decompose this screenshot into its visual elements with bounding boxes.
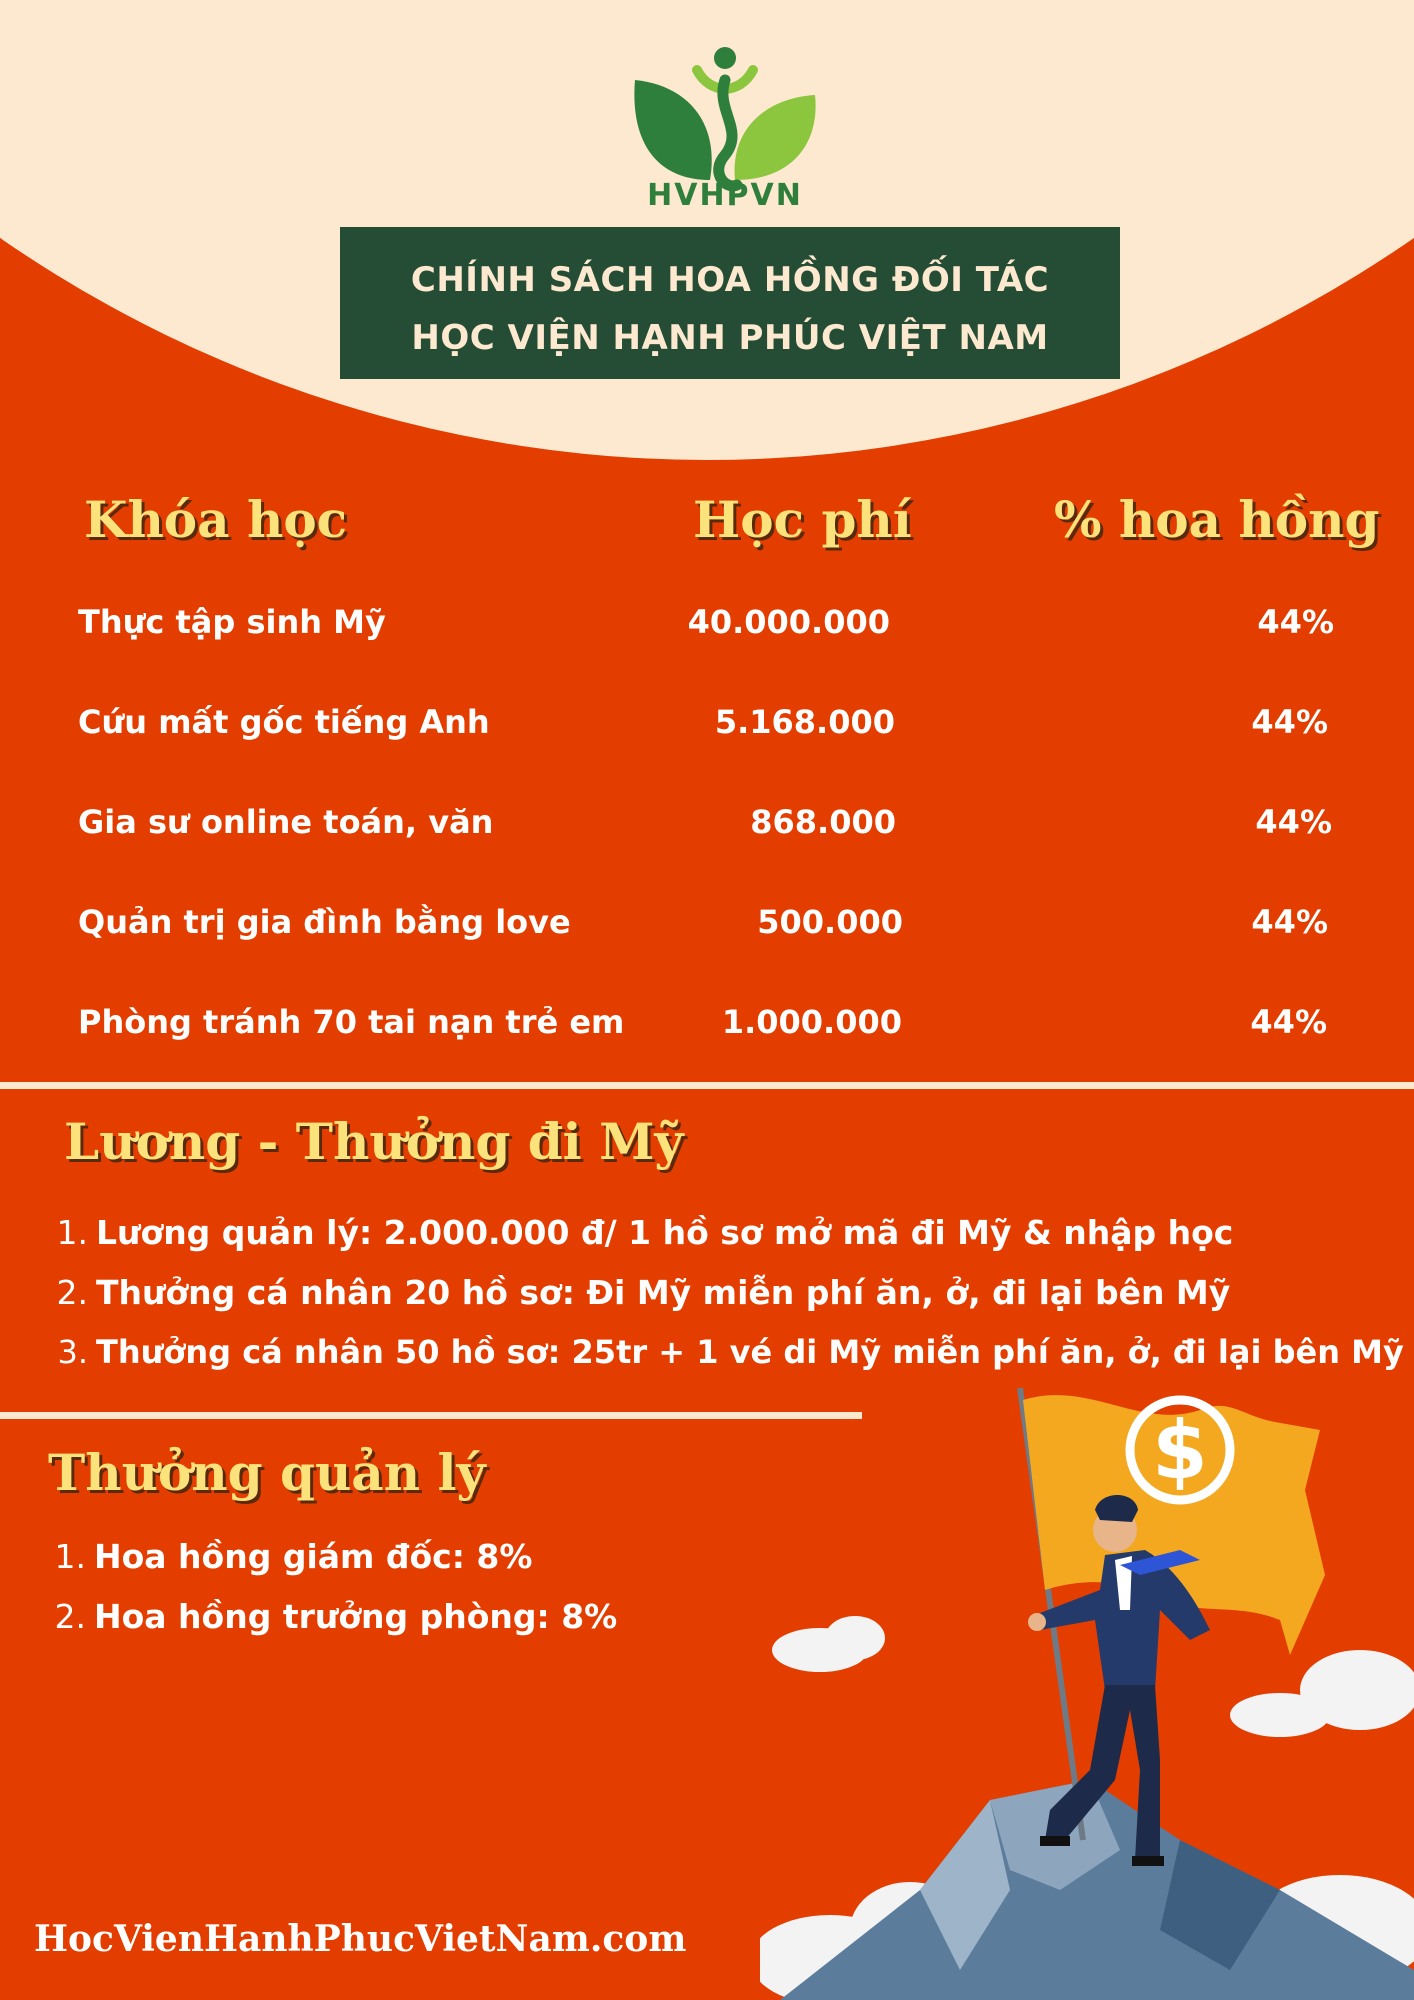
title-line-1: CHÍNH SÁCH HOA HỒNG ĐỐI TÁC bbox=[410, 260, 1050, 300]
course-fee: 5.168.000 bbox=[714, 703, 895, 741]
svg-text:$: $ bbox=[1152, 1404, 1208, 1497]
title-banner bbox=[340, 227, 1120, 379]
list-number: 2. bbox=[54, 1597, 86, 1636]
table-row bbox=[0, 903, 1414, 963]
list-number: 1. bbox=[56, 1213, 88, 1252]
course-fee: 868.000 bbox=[750, 803, 896, 841]
table-row bbox=[0, 803, 1414, 863]
section-divider bbox=[0, 1082, 1414, 1089]
list-text: Thưởng cá nhân 20 hồ sơ: Đi Mỹ miễn phí ăn, ở, đi lại bên Mỹ bbox=[96, 1273, 1231, 1312]
course-commission: 44% bbox=[1251, 703, 1328, 741]
list-number: 3. bbox=[57, 1333, 88, 1371]
list-text: Lương quản lý: 2.000.000 đ/ 1 hồ sơ mở mã đi Mỹ & nhập học bbox=[96, 1213, 1234, 1252]
management-heading: Thưởng quản lý bbox=[48, 1443, 486, 1502]
course-commission: 44% bbox=[1251, 903, 1328, 941]
course-name: Quản trị gia đình bằng love bbox=[78, 903, 571, 941]
list-item bbox=[50, 1537, 532, 1576]
course-commission: 44% bbox=[1257, 603, 1334, 641]
course-commission: 44% bbox=[1250, 1003, 1327, 1041]
brand-name: HVHPVN bbox=[647, 178, 803, 213]
course-name: Thực tập sinh Mỹ bbox=[78, 603, 386, 641]
website-link[interactable]: HocVienHanhPhucVietNam.com bbox=[34, 1918, 687, 1960]
course-name: Gia sư online toán, văn bbox=[78, 803, 494, 841]
list-item bbox=[52, 1333, 1404, 1371]
header-fee: Học phí bbox=[693, 490, 912, 549]
course-fee: 1.000.000 bbox=[721, 1003, 902, 1041]
businessman-flag-illustration bbox=[760, 1370, 1414, 2000]
list-text: Thưởng cá nhân 50 hồ sơ: 25tr + 1 vé di Mỹ miễn phí ăn, ở, đi lại bên Mỹ bbox=[96, 1333, 1404, 1371]
list-number: 2. bbox=[56, 1273, 88, 1312]
table-row bbox=[0, 603, 1414, 663]
table-row bbox=[0, 1003, 1414, 1063]
list-text: Hoa hồng giám đốc: 8% bbox=[94, 1537, 533, 1576]
list-item bbox=[50, 1597, 617, 1636]
course-fee: 500.000 bbox=[757, 903, 903, 941]
list-item bbox=[52, 1213, 1233, 1252]
salary-heading: Lương - Thưởng đi Mỹ bbox=[64, 1112, 684, 1171]
title-line-2: HỌC VIỆN HẠNH PHÚC VIỆT NAM bbox=[411, 318, 1049, 358]
list-number: 1. bbox=[54, 1537, 86, 1576]
header-commission: % hoa hồng bbox=[1054, 490, 1380, 549]
section-divider bbox=[0, 1412, 862, 1419]
list-text: Hoa hồng trưởng phòng: 8% bbox=[94, 1597, 618, 1636]
course-name: Phòng tránh 70 tai nạn trẻ em bbox=[78, 1003, 625, 1041]
course-name: Cứu mất gốc tiếng Anh bbox=[78, 703, 490, 741]
table-row bbox=[0, 703, 1414, 763]
course-commission: 44% bbox=[1255, 803, 1332, 841]
list-item bbox=[52, 1273, 1230, 1312]
course-fee: 40.000.000 bbox=[687, 603, 890, 641]
header-course: Khóa học bbox=[84, 490, 348, 549]
